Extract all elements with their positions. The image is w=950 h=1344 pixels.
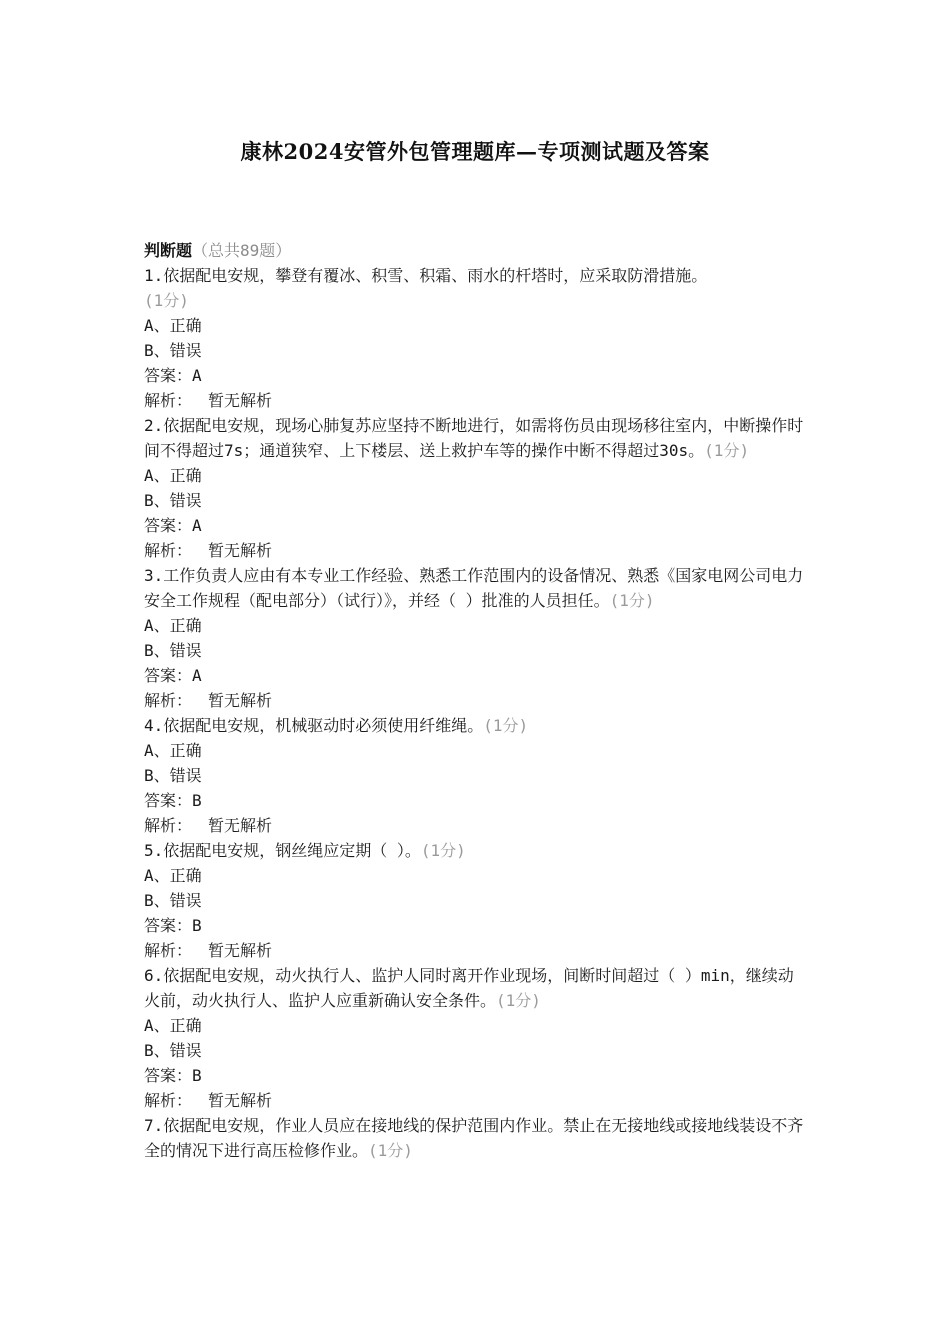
explanation-line — [144, 1088, 809, 1113]
explanation-value: 暂无解析 — [208, 1091, 273, 1110]
question-text: 3.工作负责人应由有本专业工作经验、熟悉工作范围内的设备情况、熟悉《国家电网公司电力安全工作规程（配电部分）（试行）》，并经（ ）批准的人员担任。 — [144, 566, 804, 610]
question-item — [144, 1113, 809, 1163]
question-text: 1.依据配电安规，攀登有覆冰、积雪、积霜、雨水的杆塔时，应采取防滑措施。 — [144, 266, 708, 285]
question-stem — [144, 713, 809, 738]
question-item — [144, 963, 809, 1113]
question-score: (1分) — [496, 991, 541, 1010]
explanation-line — [144, 688, 809, 713]
option-a: A、正确 — [144, 466, 202, 485]
option-b: B、错误 — [144, 341, 202, 360]
answer-value: B — [192, 791, 202, 810]
explanation-line — [144, 938, 809, 963]
explanation-value: 暂无解析 — [208, 691, 273, 710]
answer-label: 答案： — [144, 916, 193, 935]
answer-line — [144, 1063, 809, 1088]
question-text: 7.依据配电安规，作业人员应在接地线的保护范围内作业。禁止在无接地线或接地线装设不齐全的情况下进行高压检修作业。 — [144, 1116, 804, 1160]
section-title: 判断题 — [144, 241, 193, 260]
question-score: (1分) — [704, 441, 750, 460]
answer-line — [144, 663, 809, 688]
question-stem — [144, 263, 809, 313]
option-a: A、正确 — [144, 616, 202, 635]
answer-label: 答案： — [144, 366, 193, 385]
section-heading — [144, 238, 809, 263]
question-text: 4.依据配电安规，机械驱动时必须使用纤维绳。 — [144, 716, 484, 735]
question-stem — [144, 413, 809, 463]
answer-label: 答案： — [144, 666, 193, 685]
explanation-label: 解析： — [144, 541, 193, 560]
question-score: (1分) — [483, 716, 529, 735]
answer-value: A — [192, 516, 202, 535]
question-item — [144, 838, 809, 963]
explanation-value: 暂无解析 — [208, 541, 273, 560]
question-stem — [144, 963, 809, 1013]
question-stem — [144, 1113, 809, 1163]
option-b: B、错误 — [144, 641, 202, 660]
answer-line — [144, 788, 809, 813]
question-text: 2.依据配电安规，现场心肺复苏应坚持不断地进行，如需将伤员由现场移往室内，中断操作时间不得超过7s；通道狭窄、上下楼层、送上救护车等的操作中断不得超过30s。 — [144, 416, 804, 460]
option-a: A、正确 — [144, 866, 202, 885]
option-b: B、错误 — [144, 766, 202, 785]
question-item — [144, 263, 809, 413]
question-item — [144, 713, 809, 838]
option-a: A、正确 — [144, 741, 202, 760]
option-b: B、错误 — [144, 491, 202, 510]
answer-value: A — [192, 366, 202, 385]
answer-line — [144, 363, 809, 388]
question-text: 6.依据配电安规，动火执行人、监护人同时离开作业现场，间断时间超过（ ）min，继续动火前，动火执行人、监护人应重新确认安全条件。 — [144, 966, 794, 1010]
question-text: 5.依据配电安规，钢丝绳应定期（ ）。 — [144, 841, 421, 860]
option-b: B、错误 — [144, 891, 202, 910]
explanation-line — [144, 538, 809, 563]
explanation-label: 解析： — [144, 691, 193, 710]
option-a: A、正确 — [144, 1016, 202, 1035]
explanation-label: 解析： — [144, 941, 193, 960]
answer-label: 答案： — [144, 1066, 193, 1085]
answer-line — [144, 913, 809, 938]
explanation-label: 解析： — [144, 391, 193, 410]
question-list — [144, 238, 809, 1163]
page-title: 康林2024安管外包管理题库—专项测试题及答案 — [240, 139, 710, 164]
question-score: (1分) — [420, 841, 466, 860]
answer-label: 答案： — [144, 791, 193, 810]
question-score: (1分) — [144, 291, 189, 310]
question-score: (1分) — [609, 591, 655, 610]
question-item — [144, 413, 809, 563]
explanation-line — [144, 388, 809, 413]
explanation-label: 解析： — [144, 1091, 193, 1110]
question-item — [144, 563, 809, 713]
explanation-value: 暂无解析 — [208, 941, 273, 960]
answer-label: 答案： — [144, 516, 193, 535]
explanation-value: 暂无解析 — [208, 816, 273, 835]
question-stem — [144, 838, 809, 863]
explanation-line — [144, 813, 809, 838]
question-score: (1分) — [368, 1141, 413, 1160]
option-a: A、正确 — [144, 316, 202, 335]
answer-value: B — [192, 1066, 202, 1085]
section-count: （总共89题） — [192, 241, 292, 260]
option-b: B、错误 — [144, 1041, 202, 1060]
question-stem — [144, 563, 809, 613]
answer-value: B — [192, 916, 202, 935]
answer-line — [144, 513, 809, 538]
explanation-value: 暂无解析 — [208, 391, 273, 410]
explanation-label: 解析： — [144, 816, 193, 835]
answer-value: A — [192, 666, 202, 685]
